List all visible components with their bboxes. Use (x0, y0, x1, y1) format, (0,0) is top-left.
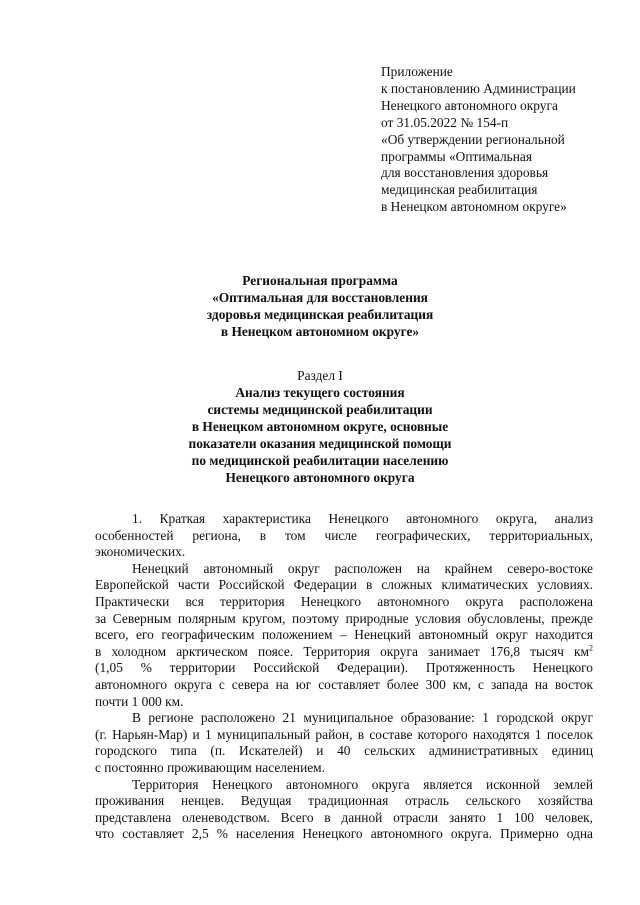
text-line: (г. Нарьян-Мар) и 1 муниципальный район, в составе которого находятся 1 поселок (95, 726, 593, 742)
program-title-line: здоровья медицинская реабилитация (206, 307, 434, 322)
text-line: Ненецкий автономный округ расположен на крайнем северо-востоке (132, 560, 593, 576)
appendix-line: Ненецкого автономного округа (381, 97, 558, 113)
text-line: Практически вся территория Ненецкого автономного округа расположена (95, 593, 593, 609)
area-text: в холодном арктическом поясе. Территория округа занимает 176,8 тысяч км (95, 643, 589, 659)
paragraph-geography (95, 561, 593, 710)
paragraph-municipalities (95, 710, 593, 776)
paragraph-economy (95, 777, 593, 843)
text-line: 1. Краткая характеристика Ненецкого автономного округа, анализ (132, 511, 593, 526)
text-line-area (95, 644, 593, 661)
appendix-line: к постановлению Администрации (381, 80, 576, 96)
appendix-line: от 31.05.2022 № 154-п (381, 114, 509, 130)
paragraph-characteristics (95, 511, 593, 561)
section-title-line: Анализ текущего состояния (235, 385, 405, 400)
text-line: что составляет 2,5 % населения Ненецкого автономного округа. Примерно одна (95, 826, 593, 842)
body-text (95, 511, 593, 843)
text-line: всего, его географическим положением – Ненецкий автономный округ находится (95, 627, 593, 643)
appendix-header (381, 64, 611, 216)
text-line: за Северным полярным кругом, поэтому природные условия обусловлены, прежде (95, 610, 593, 626)
text-line: почти 1 000 км. (95, 693, 184, 709)
text-line: Территория Ненецкого автономного округа является исконной землей (132, 776, 593, 792)
text-line: представлена оленеводством. Всего в данной отрасли занято 1 100 человек, (95, 809, 593, 825)
section-title-line: по медицинской реабилитации населению (191, 453, 449, 468)
section-number: Раздел I (297, 368, 343, 383)
text-line: особенностей региона, в том числе географических, территориальных, (95, 527, 593, 543)
appendix-line: Приложение (381, 64, 453, 79)
text-line: автономного округа с севера на юг составляет более 300 км, с запада на восток (95, 676, 593, 692)
section-title-line: показатели оказания медицинской помощи (188, 436, 452, 451)
text-line: городского типа (п. Искателей) и 40 сельских административных единиц (95, 743, 593, 759)
program-title (100, 272, 540, 340)
text-line: экономических. (95, 544, 186, 560)
appendix-line: программы «Оптимальная (381, 148, 533, 164)
text-line: Европейской части Российской Федерации в сложных климатических условиях. (95, 577, 593, 593)
section-title-line: в Ненецком автономном округе, основные (191, 419, 449, 434)
section-title (100, 384, 540, 486)
appendix-line: для восстановления здоровья (381, 165, 549, 181)
section-title-line: Ненецкого автономного округа (225, 470, 415, 485)
area-superscript: 2 (589, 643, 593, 653)
program-title-line: «Оптимальная для восстановления (212, 290, 428, 305)
text-line: (1,05 % территории Российской Федерации). Протяженность Ненецкого (95, 660, 593, 676)
text-line: В регионе расположено 21 муниципальное образование: 1 городской округ (132, 710, 593, 726)
program-title-line: Региональная программа (242, 273, 398, 288)
appendix-line: в Ненецком автономном округе» (381, 199, 567, 215)
text-line: проживания ненцев. Ведущая традиционная отрасль сельского хозяйства (95, 793, 593, 809)
section-title-line: системы медицинской реабилитации (207, 402, 433, 417)
appendix-line: медицинская реабилитация (381, 182, 538, 198)
appendix-line: «Об утверждении региональной (381, 131, 565, 147)
text-line: с постоянно проживающим населением. (95, 759, 325, 775)
program-title-line: в Ненецком автономном округе» (220, 324, 420, 339)
